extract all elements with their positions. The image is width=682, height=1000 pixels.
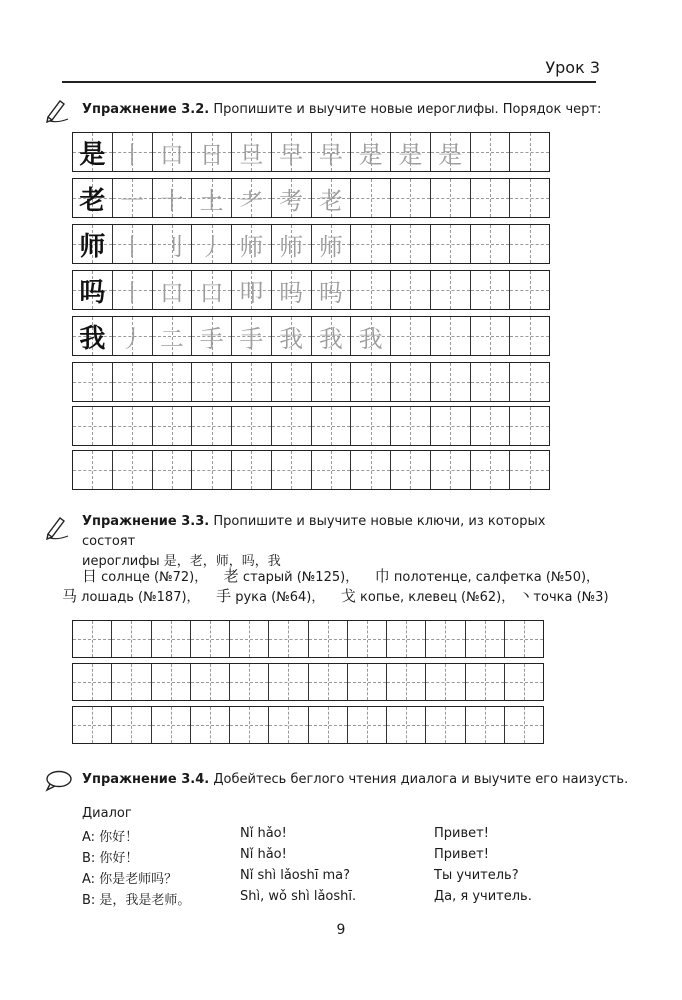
radical-dot: 丶 (518, 587, 534, 605)
dialog-pinyin: Shì, wǒ shì lǎoshī. (240, 889, 357, 904)
practice-cell[interactable] (351, 133, 391, 171)
stroke-order-step: 师 (239, 232, 264, 261)
practice-cell[interactable] (153, 407, 193, 445)
stroke-order-step: 我 (358, 324, 383, 353)
practice-cell[interactable] (431, 179, 471, 217)
practice-cell[interactable] (153, 363, 193, 401)
radical-hand-desc: рука (№64)， (231, 590, 325, 605)
radical-old-desc: старый (№125)， (238, 570, 359, 585)
radicals-line-2 (62, 586, 609, 608)
practice-cell[interactable] (309, 664, 348, 700)
stroke-order-step: 早 (279, 140, 304, 169)
practice-cell[interactable] (387, 621, 426, 657)
practice-cell[interactable] (191, 664, 230, 700)
practice-cell[interactable] (232, 407, 272, 445)
stroke-order-step: 师 (318, 232, 343, 261)
stroke-order-step: 一 (120, 186, 145, 215)
practice-cell[interactable] (192, 271, 232, 309)
practice-cell[interactable] (351, 363, 391, 401)
practice-cell[interactable] (113, 407, 153, 445)
practice-cell[interactable] (348, 621, 387, 657)
practice-cell[interactable] (191, 707, 230, 743)
practice-cell[interactable] (387, 707, 426, 743)
practice-cell[interactable] (431, 407, 471, 445)
practice-cell[interactable] (505, 664, 543, 700)
stroke-order-step: 叩 (239, 278, 264, 307)
stroke-order-step: 丿 (199, 232, 224, 261)
stroke-order-step: 丿 (120, 324, 145, 353)
practice-cell[interactable] (351, 407, 391, 445)
practice-cell[interactable] (391, 271, 431, 309)
practice-cell[interactable] (391, 179, 431, 217)
practice-cell[interactable] (269, 621, 308, 657)
model-character: 是 (79, 139, 106, 170)
practice-row (72, 620, 544, 658)
practice-cell[interactable] (312, 407, 352, 445)
radicals-line-1 (82, 566, 599, 588)
radical-cloth: 巾 (374, 567, 390, 585)
practice-cell[interactable] (272, 225, 312, 263)
exercise-3-3-instruction (82, 512, 594, 572)
practice-cell[interactable] (73, 707, 112, 743)
stroke-order-step: 土 (199, 186, 224, 215)
stroke-order-step: 丨 (120, 232, 145, 261)
practice-cell[interactable] (466, 707, 505, 743)
practice-cell[interactable] (152, 621, 191, 657)
stroke-order-step: 是 (438, 140, 463, 169)
practice-cell[interactable] (351, 179, 391, 217)
pencil-icon (44, 97, 70, 123)
stroke-order-step: 刂 (159, 232, 184, 261)
practice-cell[interactable] (192, 407, 232, 445)
practice-cell[interactable] (505, 707, 543, 743)
practice-cell[interactable] (348, 707, 387, 743)
practice-cell[interactable] (192, 317, 232, 355)
practice-cell[interactable] (73, 407, 113, 445)
practice-cell[interactable] (272, 317, 312, 355)
lesson-header: Урок 3 (545, 58, 600, 77)
practice-cell[interactable] (192, 133, 232, 171)
practice-cell[interactable] (312, 179, 352, 217)
practice-cell[interactable] (312, 225, 352, 263)
radical-dot-desc: точка (№3) (533, 590, 609, 605)
practice-cell[interactable] (272, 133, 312, 171)
practice-cell[interactable] (73, 133, 113, 171)
practice-cell[interactable] (272, 271, 312, 309)
practice-cell[interactable] (113, 271, 153, 309)
practice-cell[interactable] (348, 664, 387, 700)
dialog-russian: Привет! (434, 826, 489, 841)
practice-cell[interactable] (312, 133, 352, 171)
practice-cell[interactable] (113, 317, 153, 355)
practice-cell[interactable] (272, 407, 312, 445)
stroke-order-step: 十 (159, 186, 184, 215)
practice-cell[interactable] (391, 133, 431, 171)
practice-cell[interactable] (471, 317, 511, 355)
stroke-order-step: 旦 (239, 140, 264, 169)
practice-cell[interactable] (431, 317, 471, 355)
practice-cell[interactable] (73, 225, 113, 263)
stroke-order-step: 是 (358, 140, 383, 169)
exercise-3-2-label: Упражнение 3.2. (82, 102, 210, 117)
practice-cell[interactable] (351, 317, 391, 355)
dialog-pinyin: Nǐ hǎo! (240, 826, 287, 841)
practice-cell[interactable] (230, 707, 269, 743)
practice-cell[interactable] (153, 133, 193, 171)
practice-cell[interactable] (73, 317, 113, 355)
page-number: 9 (336, 922, 346, 938)
practice-cell[interactable] (232, 451, 272, 489)
dialog-line (82, 826, 602, 848)
practice-cell[interactable] (431, 133, 471, 171)
practice-cell[interactable] (471, 363, 511, 401)
stroke-order-step: 手 (199, 324, 224, 353)
practice-cell[interactable] (391, 317, 431, 355)
dialog-chinese: B: 你好！ (82, 851, 139, 866)
practice-cell[interactable] (230, 621, 269, 657)
practice-cell[interactable] (153, 271, 193, 309)
practice-cell[interactable] (153, 317, 193, 355)
exercise-3-2-text: Пропишите и выучите новые иероглифы. Порядок черт: (209, 102, 602, 117)
stroke-order-step: 我 (279, 324, 304, 353)
practice-row (72, 132, 550, 172)
practice-cell[interactable] (466, 664, 505, 700)
practice-cell[interactable] (391, 225, 431, 263)
practice-cell[interactable] (471, 407, 511, 445)
practice-cell[interactable] (351, 271, 391, 309)
practice-cell[interactable] (471, 271, 511, 309)
practice-row (72, 663, 544, 701)
dialog-chinese: B: 是，我是老师。 (82, 893, 191, 908)
practice-cell[interactable] (269, 707, 308, 743)
practice-cell[interactable] (431, 225, 471, 263)
practice-cell[interactable] (192, 451, 232, 489)
dialog-chinese: A: 你好！ (82, 830, 139, 845)
practice-cell[interactable] (192, 179, 232, 217)
exercise-3-3-text: Пропишите и выучите новые ключи, из которых состоят (82, 514, 546, 549)
practice-cell[interactable] (510, 179, 549, 217)
stroke-order-step: 口 (159, 140, 184, 169)
practice-cell[interactable] (391, 363, 431, 401)
practice-cell[interactable] (113, 225, 153, 263)
stroke-order-step: 考 (279, 186, 304, 215)
practice-cell[interactable] (431, 271, 471, 309)
practice-cell[interactable] (510, 317, 549, 355)
model-character: 师 (79, 231, 106, 262)
practice-cell[interactable] (113, 133, 153, 171)
practice-cell[interactable] (153, 179, 193, 217)
practice-cell[interactable] (471, 225, 511, 263)
exercise-3-4-instruction (82, 770, 628, 790)
stroke-order-step: 二 (159, 324, 184, 353)
practice-cell[interactable] (73, 271, 113, 309)
practice-cell[interactable] (312, 271, 352, 309)
practice-cell[interactable] (192, 225, 232, 263)
practice-cell[interactable] (153, 451, 193, 489)
practice-cell[interactable] (471, 179, 511, 217)
dialog-chinese: A: 你是老师吗？ (82, 872, 178, 887)
radical-sun: 日 (82, 567, 98, 585)
exercise-3-4-text: Добейтесь беглого чтения диалога и выучите его наизусть. (209, 772, 629, 787)
practice-cell[interactable] (73, 363, 113, 401)
practice-cell[interactable] (269, 664, 308, 700)
practice-cell[interactable] (191, 621, 230, 657)
model-character: 老 (79, 185, 106, 216)
practice-cell[interactable] (391, 451, 431, 489)
practice-cell[interactable] (510, 451, 549, 489)
radical-horse-desc: лошадь (№187)， (77, 590, 200, 605)
practice-cell[interactable] (272, 451, 312, 489)
practice-row (72, 406, 550, 446)
speech-bubble-icon (44, 770, 72, 792)
stroke-order-step: 是 (398, 140, 423, 169)
practice-cell[interactable] (312, 363, 352, 401)
radical-halberd-desc: копье, клевец (№62)， (355, 590, 515, 605)
radical-sun-desc: солнце (№72)， (97, 570, 208, 585)
practice-cell[interactable] (431, 363, 471, 401)
practice-row (72, 362, 550, 402)
practice-cell[interactable] (426, 621, 465, 657)
practice-cell[interactable] (510, 133, 549, 171)
practice-cell[interactable] (272, 179, 312, 217)
dialog-russian: Ты учитель? (434, 868, 519, 883)
practice-cell[interactable] (426, 664, 465, 700)
practice-cell[interactable] (391, 407, 431, 445)
stroke-order-step: 丨 (120, 278, 145, 307)
dialog-pinyin: Nǐ shì lǎoshī ma? (240, 868, 351, 883)
practice-cell[interactable] (309, 621, 348, 657)
stroke-order-step: 丨 (120, 140, 145, 169)
practice-cell[interactable] (272, 363, 312, 401)
practice-cell[interactable] (387, 664, 426, 700)
practice-cell[interactable] (152, 707, 191, 743)
radical-hand: 手 (216, 587, 232, 605)
practice-cell[interactable] (192, 363, 232, 401)
exercise-3-3-label: Упражнение 3.3. (82, 514, 210, 529)
practice-cell[interactable] (112, 621, 151, 657)
exercise-3-3-text-line2: иероглифы 是，老，师，吗，我 (82, 554, 281, 569)
practice-cell[interactable] (431, 451, 471, 489)
practice-cell[interactable] (153, 225, 193, 263)
radical-horse: 马 (62, 587, 78, 605)
dialog-russian: Привет! (434, 847, 489, 862)
practice-cell[interactable] (232, 133, 272, 171)
practice-cell[interactable] (232, 317, 272, 355)
dialog-line (82, 889, 602, 911)
practice-cell[interactable] (73, 621, 112, 657)
practice-cell[interactable] (510, 363, 549, 401)
exercise-3-4-label: Упражнение 3.4. (82, 772, 210, 787)
stroke-order-step: 日 (199, 140, 224, 169)
practice-row (72, 706, 544, 744)
stroke-order-step: 师 (279, 232, 304, 261)
practice-cell[interactable] (312, 451, 352, 489)
practice-cell[interactable] (309, 707, 348, 743)
practice-cell[interactable] (232, 179, 272, 217)
dialog-line (82, 847, 602, 869)
dialog-title: Диалог (82, 806, 132, 821)
stroke-order-step: 手 (239, 324, 264, 353)
practice-cell[interactable] (505, 621, 543, 657)
practice-row (72, 224, 550, 264)
practice-cell[interactable] (113, 179, 153, 217)
practice-cell[interactable] (113, 451, 153, 489)
dialog-russian: Да, я учитель. (434, 889, 532, 904)
practice-cell[interactable] (232, 363, 272, 401)
radical-halberd: 戈 (340, 587, 356, 605)
practice-cell[interactable] (351, 225, 391, 263)
practice-cell[interactable] (152, 664, 191, 700)
stroke-order-step: 耂 (239, 186, 264, 215)
stroke-order-step: 吗 (318, 278, 343, 307)
stroke-order-step: 我 (318, 324, 343, 353)
practice-cell[interactable] (426, 707, 465, 743)
practice-cell[interactable] (113, 363, 153, 401)
practice-cell[interactable] (232, 225, 272, 263)
practice-cell[interactable] (232, 271, 272, 309)
practice-cell[interactable] (471, 451, 511, 489)
practice-cell[interactable] (351, 451, 391, 489)
practice-cell[interactable] (510, 271, 549, 309)
practice-cell[interactable] (230, 664, 269, 700)
stroke-order-step: 吗 (279, 278, 304, 307)
practice-cell[interactable] (466, 621, 505, 657)
stroke-order-step: 老 (318, 186, 343, 215)
practice-row (72, 270, 550, 310)
practice-cell[interactable] (73, 451, 113, 489)
radical-old: 老 (223, 567, 239, 585)
practice-cell[interactable] (510, 407, 549, 445)
practice-cell[interactable] (73, 179, 113, 217)
pencil-icon (44, 514, 70, 540)
practice-row (72, 450, 550, 490)
practice-cell[interactable] (312, 317, 352, 355)
practice-cell[interactable] (471, 133, 511, 171)
practice-cell[interactable] (73, 664, 112, 700)
practice-cell[interactable] (510, 225, 549, 263)
exercise-3-2-instruction (82, 100, 601, 120)
practice-cell[interactable] (112, 707, 151, 743)
header-divider (62, 81, 596, 83)
model-character: 吗 (79, 277, 106, 308)
practice-row (72, 178, 550, 218)
radical-cloth-desc: полотенце, салфетка (№50)， (389, 570, 600, 585)
stroke-order-step: 口 (159, 278, 184, 307)
practice-cell[interactable] (112, 664, 151, 700)
dialog-pinyin: Nǐ hǎo! (240, 847, 287, 862)
stroke-order-step: 口 (199, 278, 224, 307)
model-character: 我 (79, 323, 106, 354)
practice-row (72, 316, 550, 356)
stroke-order-step: 早 (318, 140, 343, 169)
dialog-line (82, 868, 602, 890)
